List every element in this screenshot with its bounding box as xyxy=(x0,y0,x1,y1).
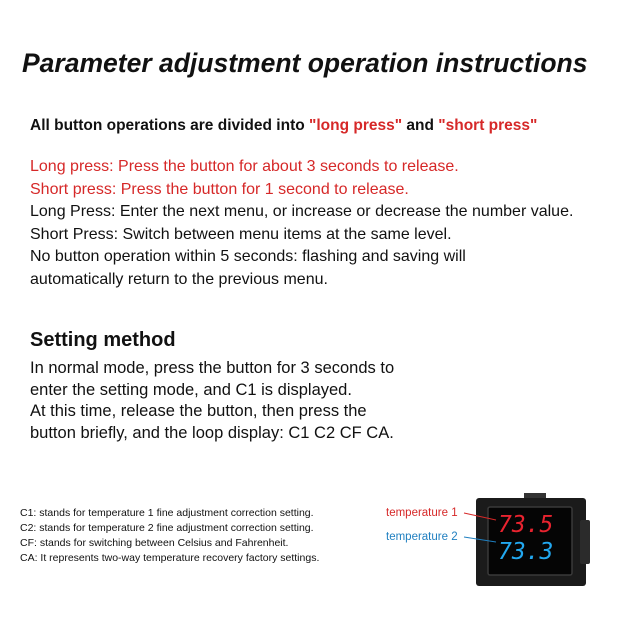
device-side-clip xyxy=(580,520,590,564)
long-press-definition: Long press: Press the button for about 3 seconds to release. xyxy=(30,158,459,175)
setting-line: In normal mode, press the button for 3 seconds to xyxy=(30,359,395,377)
instruction-lines xyxy=(30,156,573,291)
page-title: Parameter adjustment operation instructions xyxy=(22,48,588,78)
note-ca: CA: It represents two-way temperature recovery factory settings. xyxy=(20,552,320,564)
note-c2: C2: stands for temperature 2 fine adjustment correction setting. xyxy=(20,522,314,534)
setting-line: button briefly, and the loop display: C1 C2 CF CA. xyxy=(30,423,394,442)
intro-prefix: All button operations are divided into xyxy=(30,117,310,134)
label-temperature-1: temperature 1 xyxy=(386,507,458,519)
setting-line: At this time, release the button, then press the xyxy=(30,402,367,420)
intro-long-press: "long press" xyxy=(309,117,403,134)
thermometer-device-photo xyxy=(384,486,604,596)
short-press-operation: Short Press: Switch between menu items at the same level. xyxy=(30,225,452,243)
note-cf: CF: stands for switching between Celsius and Fahrenheit. xyxy=(20,537,289,549)
long-press-operation: Long Press: Enter the next menu, or increase or decrease the number value. xyxy=(30,203,574,220)
timeout-operation: No button operation within 5 seconds: flashing and saving will xyxy=(30,248,466,265)
setting-method-heading: Setting method xyxy=(30,329,176,351)
intro-short-press: "short press" xyxy=(438,117,538,134)
intro-text xyxy=(30,117,537,135)
note-c1: C1: stands for temperature 1 fine adjustment correction setting. xyxy=(20,507,314,519)
label-temperature-2: temperature 2 xyxy=(386,531,458,543)
short-press-definition: Short press: Press the button for 1 second to release. xyxy=(30,180,409,198)
setting-line: enter the setting mode, and C1 is displayed. xyxy=(30,380,352,399)
parameter-notes xyxy=(20,506,319,566)
setting-method-text xyxy=(30,358,394,444)
reading-temperature-1: 73.5 xyxy=(498,512,554,538)
reading-temperature-2: 73.3 xyxy=(498,539,554,565)
timeout-operation-continued: automatically return to the previous menu. xyxy=(30,270,328,288)
intro-and: and xyxy=(402,117,439,134)
